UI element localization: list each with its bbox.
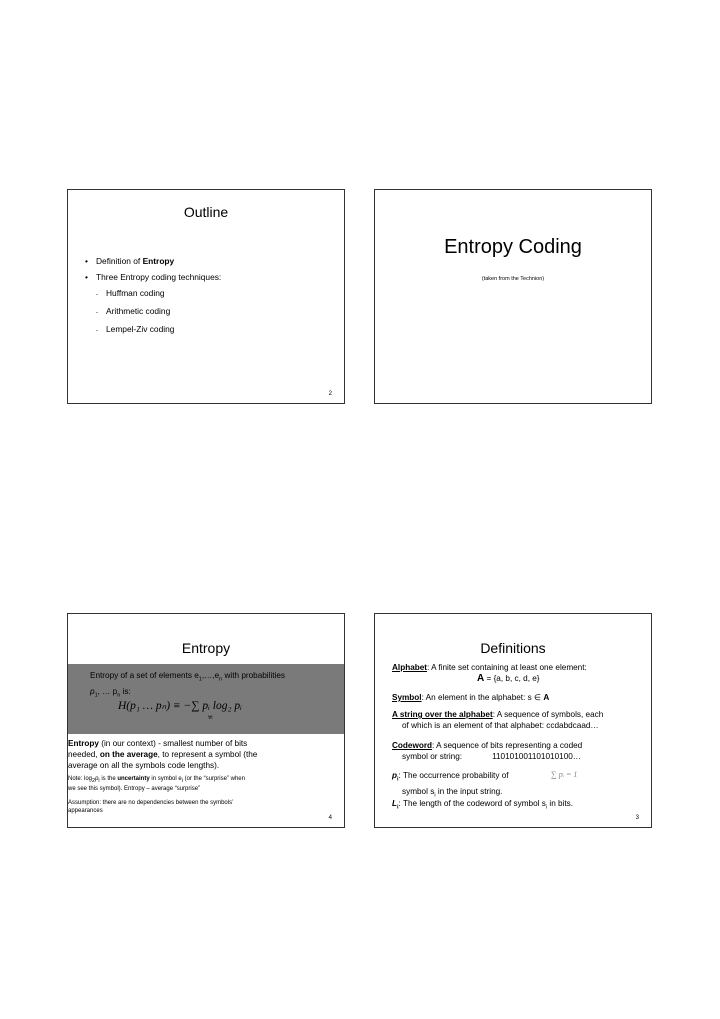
entropy-definition: Entropy (in our context) - smallest number of bits needed, on the average, to represent a symbol (the average on all the symbols code lengths). [68,739,258,770]
presentation-subtitle: (taken from the Technion) [481,276,545,282]
slide-title: Outline [183,204,229,220]
bullet-entropy-definition: • Definition of Entropy [85,256,175,266]
slide-title: Definitions [480,640,546,656]
slide-definitions [374,613,652,828]
page-number: 4 [328,815,332,821]
bullet-techniques: • Three Entropy coding techniques: [85,272,222,282]
def-symbol: Symbol: An element in the alphabet: s ∈ A [392,693,550,702]
def-alphabet: Alphabet: A finite set containing at least one element: [392,663,587,672]
def-codeword: Codeword: A sequence of bits representing a coded symbol or string: 110101001101010100… [392,741,583,761]
entropy-note: Note: $\log_2p_i$ is the uncertainty in symbol $e_i$ (or the “surprise” when we see this symbol). Entropy – average “surprise” [68,776,245,793]
def-string: A string over the alphabet: A sequence of symbols, each of which is an element of that alphabet: ccdabdcaad… [392,710,604,730]
slide-outline [67,189,345,404]
slide-entropy [67,613,345,828]
entropy-assumption: Assumption: there are no dependencies between the symbols’ appearances [68,800,234,814]
entropy-formula: H(p₁ … pₙ) ≡ −∑ pᵢ log₂ pᵢ [118,700,242,712]
page-number: 3 [635,815,639,821]
def-length: $L_i$: The length of the codeword of symbol $s_i$ in bits. [392,799,574,811]
slide-title: Entropy [181,640,231,656]
presentation-title: Entropy Coding [444,236,582,258]
sub-item-huffman: - Huffman coding [96,288,165,298]
page-number: 2 [328,391,332,397]
def-alphabet-set: A = {a, b, c, d, e} [477,673,540,684]
entropy-set-text: Entropy of a set of elements $e_1,\dots,e_n$ with probabilities $p_1$, … $p_n$ is: [90,671,286,699]
formula-sum-index: ∀i [208,715,213,721]
sub-item-lempel-ziv: - Lempel-Ziv coding [96,324,175,334]
probability-sum-formula: ∑ pᵢ = 1 [551,770,578,779]
slide-title-page [374,189,652,404]
sub-item-arithmetic: - Arithmetic coding [96,306,171,316]
def-probability: $p_i$: The occurrence probability of symbol $s_i$ in the input string. [392,771,509,799]
